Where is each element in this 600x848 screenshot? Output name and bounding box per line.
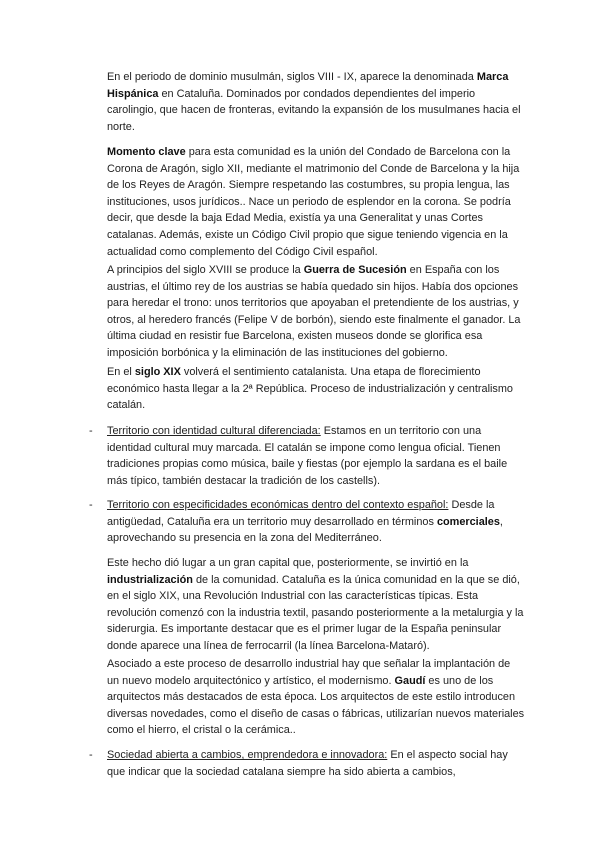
bullet-sociedad-abierta: Sociedad abierta a cambios, emprendedora e innovadora: En el aspecto social hay que indicar que la sociedad catalana siempre ha sido abierta a cambios, bbox=[107, 749, 508, 778]
paragraph-industrializacion: Este hecho dió lugar a un gran capital que, posteriormente, se invirtió en la industrialización de la comunidad. Cataluña es la única comunidad en la que se dió, en el siglo XIX, una Revolución Industrial con las características típicas. Esta revolución comenzó con la industria textil, pasando posteriormente a la metalurgia y la siderurgia. Es importante destacar que es el primer lugar de la España peninsular donde aparece una línea de ferrocarril (la línea Barcelona-Mataró). bbox=[107, 557, 524, 652]
paragraph-guerra-sucesion: A principios del siglo XVIII se produce la Guerra de Sucesión en España con los austrias, el último rey de los austrias se había quedado sin hijos. Había dos opciones para heredar el trono: unos territorios que apoyaban el pretendiente de los austrias, y otros, al heredero francés (Felipe V de borbón), siendo este finalmente el ganador. La última ciudad en resistir fue Barcelona, existen museos donde se glorifica esa imposición borbónica y la eliminación de las instituciones del gobierno. bbox=[107, 264, 521, 359]
paragraph-modernismo: Asociado a este proceso de desarrollo industrial hay que señalar la implantación de un nuevo modelo arquitectónico y artístico, el modernismo. Gaudí es uno de los arquitectos más destacados de esta época. Los arquitectos de este estilo introducen diversas novedades, como el diseño de casas o fábricas, utilizarían nuevos materiales como el hierro, el cristal o la cerámica.. bbox=[107, 658, 525, 737]
bullet-dash: - bbox=[89, 499, 93, 511]
bullet-identidad-cultural: Territorio con identidad cultural diferenciada: Estamos en un territorio con una identidad cultural muy marcada. El catalán se impone como lengua oficial. Tienen tradiciones propias como música, baile y fiestas (por ejemplo la sardana es el baile más típico, también destacar la tradición de los castells). bbox=[107, 425, 508, 487]
bullet-dash: - bbox=[89, 749, 93, 761]
bullet-dash: - bbox=[89, 425, 93, 437]
paragraph-siglo-xix: En el siglo XIX volverá el sentimiento catalanista. Una etapa de florecimiento económico hasta llegar a la 2ª República. Proceso de industrialización y centralismo catalán. bbox=[107, 366, 513, 412]
bullet-especificidades-economicas: Territorio con especificidades económicas dentro del contexto español: Desde la antigüedad, Cataluña era un territorio muy desarrollado en términos comerciales, aprovechando su presencia en la zona del Mediterráneo. bbox=[107, 499, 503, 545]
paragraph-momento-clave: Momento clave para esta comunidad es la unión del Condado de Barcelona con la Corona de Aragón, siglo XII, mediante el matrimonio del Conde de Barcelona y la hija de los Reyes de Aragón. Siempre respetando las costumbres, su propia lengua, las instituciones, usos jurídicos.. Nace un periodo de esplendor en la corona. Se podría decir, que desde la baja Edad Media, existía ya una Generalitat y unas Cortes catalanas. Además, existe un Código Civil propio que sigue teniendo vigencia en la actualidad como complemento del Código Civil español. bbox=[107, 146, 520, 258]
paragraph-marca-hispanica: En el periodo de dominio musulmán, siglos VIII - IX, aparece la denominada Marca Hispánica en Cataluña. Dominados por condados dependientes del imperio carolingio, que hacen de fronteras, evitando la expansión de los musulmanes hacia el norte. bbox=[107, 71, 521, 133]
